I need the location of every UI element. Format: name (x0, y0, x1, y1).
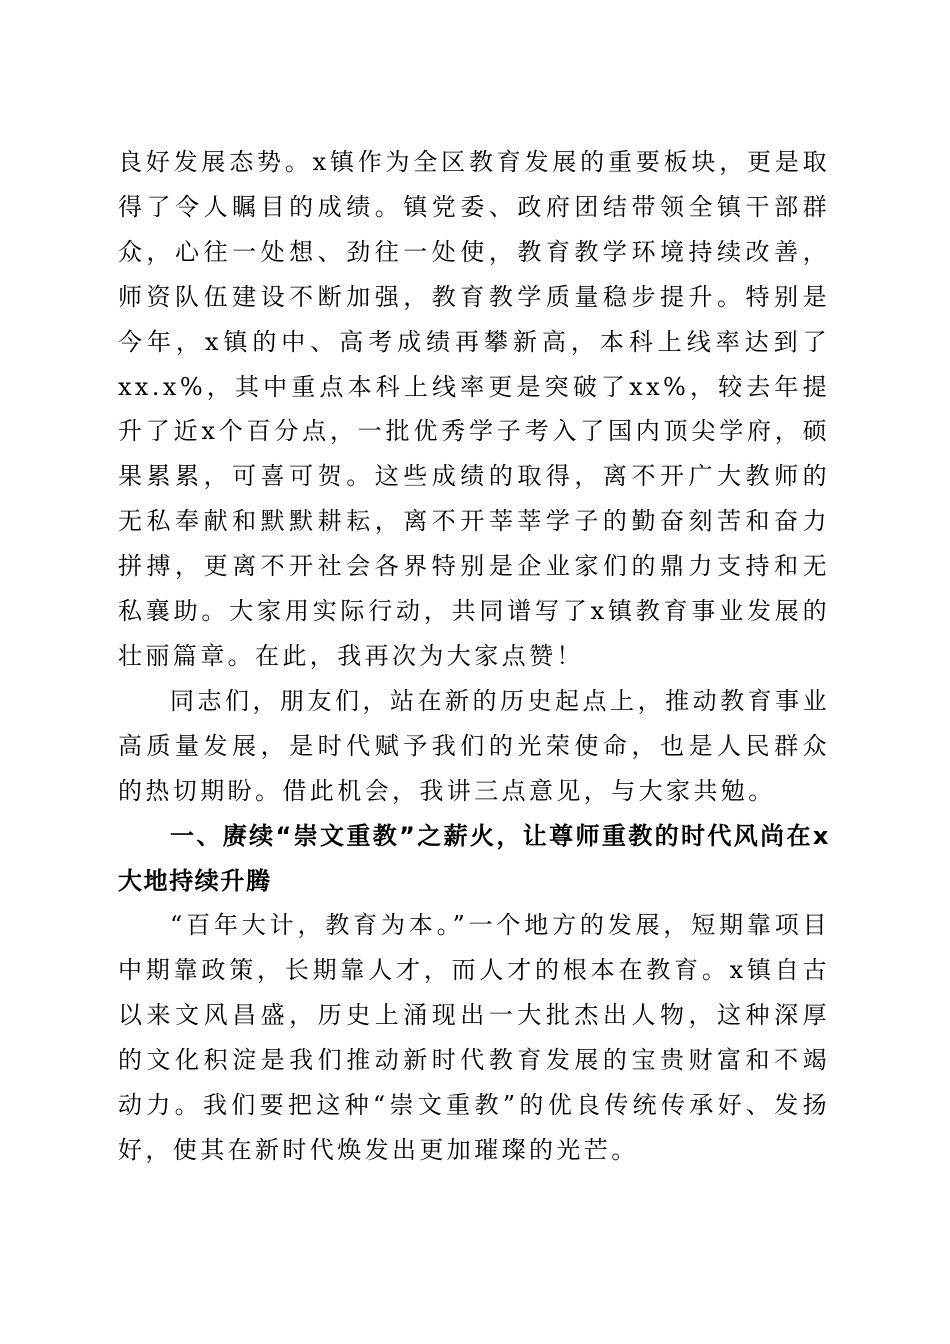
paragraph-education-tradition: “百年大计，教育为本。”一个地方的发展，短期靠项目中期靠政策，长期靠人才，而人才的根本在教育。x镇自古以来文风昌盛，历史上涌现出一大批杰出人物，这种深厚的文化积淀是我们推动新时代教育发展的宝贵财富和不竭动力。我们要把这种“崇文重教”的优良传统传承好、发扬好，使其在新时代焕发出更加璀璨的光芒。 (118, 911, 830, 1164)
paragraph-opinions-intro: 同志们，朋友们，站在新的历史起点上，推动教育事业高质量发展，是时代赋予我们的光荣使命，也是人民群众的热切期盼。借此机会，我讲三点意见，与大家共勉。 (118, 686, 830, 805)
section-heading-one: 一、赓续“崇文重教”之薪火，让尊师重教的时代风尚在x大地持续升腾 (118, 821, 830, 895)
document-body (118, 140, 830, 1173)
paragraph-achievements: 良好发展态势。x镇作为全区教育发展的重要板块，更是取得了令人瞩目的成绩。镇党委、政府团结带领全镇干部群众，心往一处想、劲往一处使，教育教学环境持续改善，师资队伍建设不断加强，教育教学质量稳步提升。特别是今年，x镇的中、高考成绩再攀新高，本科上线率达到了xx.x%，其中重点本科上线率更是突破了xx%，较去年提升了近x个百分点，一批优秀学子考入了国内顶尖学府，硕果累累，可喜可贺。这些成绩的取得，离不开广大教师的无私奉献和默默耕耘，离不开莘莘学子的勤奋刻苦和奋力拼搏，更离不开社会各界特别是企业家们的鼎力支持和无私襄助。大家用实际行动，共同谱写了x镇教育事业发展的壮丽篇章。在此，我再次为大家点赞！ (118, 148, 830, 670)
